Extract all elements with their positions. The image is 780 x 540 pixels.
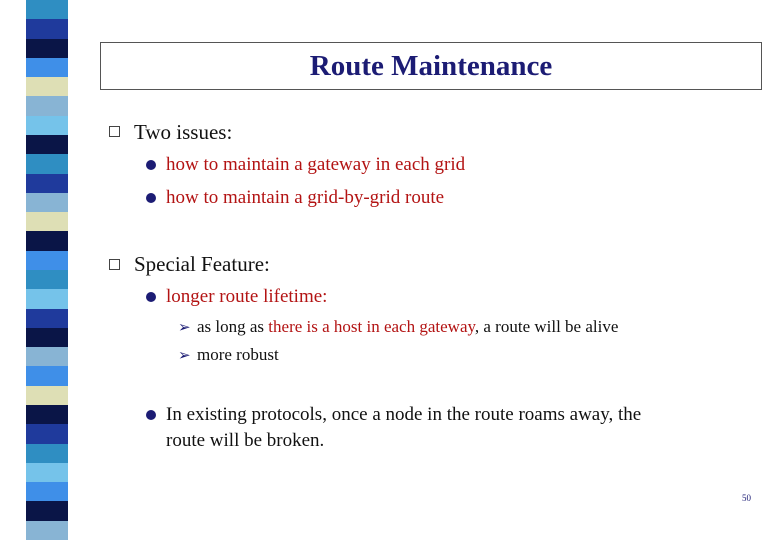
stripe-segment bbox=[26, 405, 68, 425]
point-gateway-maintenance: how to maintain a gateway in each grid bbox=[166, 154, 466, 175]
stripe-segment bbox=[26, 270, 68, 290]
point-route-maintenance: how to maintain a grid-by-grid route bbox=[166, 187, 445, 208]
point-longer-lifetime: longer route lifetime: bbox=[166, 286, 328, 307]
round-bullet-icon bbox=[146, 193, 156, 203]
stripe-segment bbox=[26, 96, 68, 116]
stripe-segment bbox=[26, 347, 68, 367]
title-box bbox=[100, 42, 762, 90]
stripe-segment bbox=[26, 19, 68, 39]
stripe-segment bbox=[26, 366, 68, 386]
stripe-segment bbox=[26, 39, 68, 59]
stripe-segment bbox=[26, 463, 68, 483]
stripe-segment bbox=[26, 58, 68, 78]
point-existing-protocols-line1: In existing protocols, once a node in the route roams away, the bbox=[166, 404, 642, 425]
stripe-segment bbox=[26, 77, 68, 97]
stripe-segment bbox=[26, 116, 68, 136]
round-bullet-icon bbox=[146, 292, 156, 302]
decorative-stripe-bar bbox=[26, 0, 68, 540]
stripe-segment bbox=[26, 212, 68, 232]
stripe-segment bbox=[26, 174, 68, 194]
stripe-segment bbox=[26, 135, 68, 155]
square-bullet-icon bbox=[109, 126, 120, 137]
slide-title: Route Maintenance bbox=[309, 49, 553, 82]
stripe-segment bbox=[26, 424, 68, 444]
arrow-bullet-icon: ➢ bbox=[178, 348, 191, 364]
stripe-segment bbox=[26, 444, 68, 464]
stripe-segment bbox=[26, 251, 68, 271]
subpoint-alive-prefix: as long as bbox=[197, 317, 269, 336]
item-two-issues: Two issues: bbox=[134, 120, 233, 144]
stripe-segment bbox=[26, 501, 68, 521]
square-bullet-icon bbox=[109, 259, 120, 270]
stripe-segment bbox=[26, 521, 68, 540]
stripe-segment bbox=[26, 154, 68, 174]
stripe-segment bbox=[26, 309, 68, 329]
stripe-segment bbox=[26, 386, 68, 406]
subpoint-alive-highlight: there is a host in each gateway bbox=[268, 317, 475, 336]
stripe-segment bbox=[26, 482, 68, 502]
page-number: 50 bbox=[742, 493, 751, 503]
subpoint-more-robust: more robust bbox=[197, 345, 279, 364]
subpoint-alive-suffix: , a route will be alive bbox=[474, 317, 619, 336]
round-bullet-icon bbox=[146, 410, 156, 420]
point-existing-protocols-line2: route will be broken. bbox=[166, 430, 325, 451]
stripe-segment bbox=[26, 328, 68, 348]
arrow-bullet-icon: ➢ bbox=[178, 320, 191, 336]
item-special-feature: Special Feature: bbox=[134, 252, 270, 276]
stripe-segment bbox=[26, 0, 68, 20]
stripe-segment bbox=[26, 289, 68, 309]
stripe-segment bbox=[26, 231, 68, 251]
round-bullet-icon bbox=[146, 160, 156, 170]
stripe-segment bbox=[26, 193, 68, 213]
subpoint-alive-condition bbox=[197, 317, 618, 337]
